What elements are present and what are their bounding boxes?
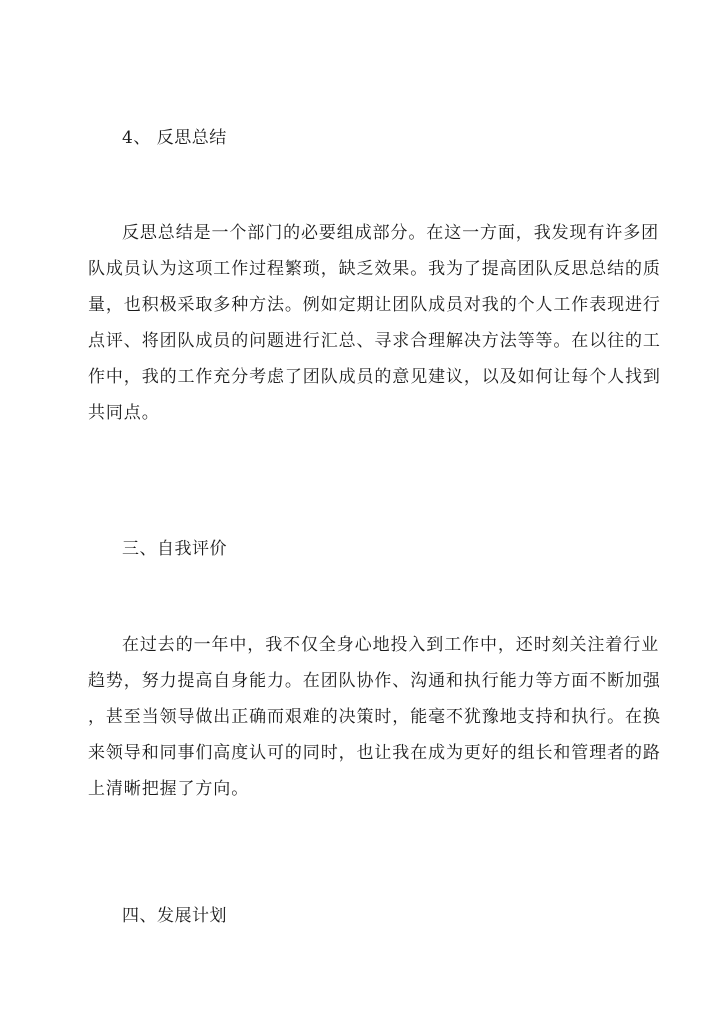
paragraph-line: ，甚至当领导做出正确而艰难的决策时，能毫不犹豫地支持和执行。在换 — [88, 707, 661, 727]
section-heading-reflection: 4、 反思总结 — [122, 128, 227, 148]
paragraph-line: 作中，我的工作充分考虑了团队成员的意见建议，以及如何让每个人找到 — [88, 367, 661, 387]
section-heading-development-plan: 四、发展计划 — [122, 906, 227, 926]
paragraph-line: 趋势，努力提高自身能力。在团队协作、沟通和执行能力等方面不断加强 — [88, 671, 661, 691]
paragraph-line: 上清晰把握了方向。 — [88, 779, 250, 799]
paragraph-line: 来领导和同事们高度认可的同时，也让我在成为更好的组长和管理者的路 — [88, 743, 661, 763]
paragraph-line: 共同点。 — [88, 403, 160, 423]
paragraph-self-evaluation — [88, 627, 661, 807]
paragraph-reflection — [88, 215, 661, 431]
paragraph-line: 点评、将团队成员的问题进行汇总、寻求合理解决方法等等。在以往的工 — [88, 331, 661, 351]
section-heading-self-evaluation: 三、自我评价 — [122, 539, 227, 559]
paragraph-line: 在过去的一年中，我不仅全身心地投入到工作中，还时刻关注着行业 — [122, 635, 659, 655]
paragraph-line: 量，也积极采取多种方法。例如定期让团队成员对我的个人工作表现进行 — [88, 295, 661, 315]
paragraph-line: 反思总结是一个部门的必要组成部分。在这一方面，我发现有许多团 — [122, 223, 659, 243]
paragraph-line: 队成员认为这项工作过程繁琐，缺乏效果。我为了提高团队反思总结的质 — [88, 259, 661, 279]
